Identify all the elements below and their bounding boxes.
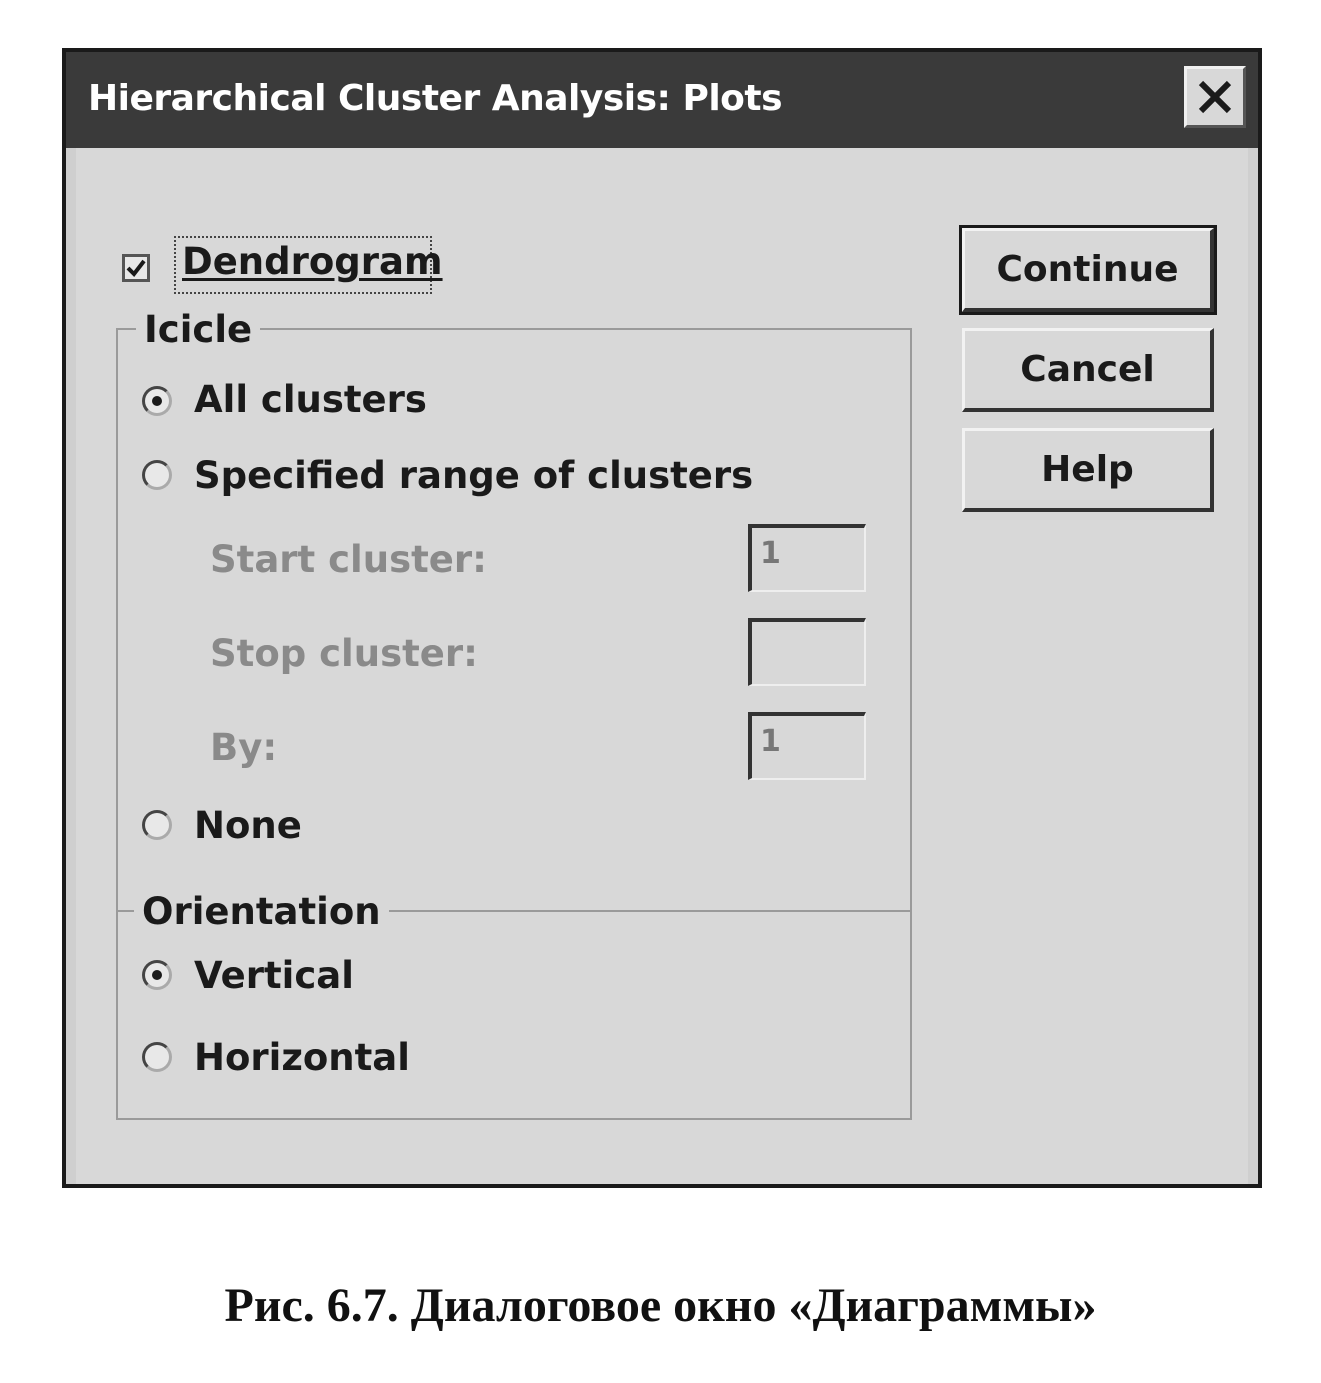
dendrogram-checkbox[interactable] bbox=[122, 254, 150, 282]
all-clusters-label[interactable]: All clusters bbox=[194, 378, 427, 421]
start-cluster-input[interactable]: 1 bbox=[748, 524, 866, 592]
cancel-button[interactable]: Cancel bbox=[962, 328, 1214, 412]
radio-none[interactable] bbox=[142, 810, 172, 840]
checkmark-icon bbox=[125, 257, 147, 279]
dialog-content bbox=[66, 148, 1258, 1184]
orientation-title: Orientation bbox=[134, 890, 389, 933]
start-cluster-label: Start cluster: bbox=[210, 538, 487, 581]
none-label[interactable]: None bbox=[194, 804, 302, 847]
by-label: By: bbox=[210, 726, 278, 769]
icicle-group-title: Icicle bbox=[136, 308, 260, 351]
plots-dialog bbox=[62, 48, 1262, 1188]
title-bar bbox=[66, 52, 1258, 148]
radio-horizontal[interactable] bbox=[142, 1042, 172, 1072]
radio-all-clusters[interactable] bbox=[142, 386, 172, 416]
by-input[interactable]: 1 bbox=[748, 712, 866, 780]
vertical-label[interactable]: Vertical bbox=[194, 954, 354, 997]
horizontal-label[interactable]: Horizontal bbox=[194, 1036, 410, 1079]
continue-button[interactable]: Continue bbox=[962, 228, 1214, 312]
help-button[interactable]: Help bbox=[962, 428, 1214, 512]
radio-specified-range[interactable] bbox=[142, 460, 172, 490]
specified-range-label[interactable]: Specified range of clusters bbox=[194, 454, 754, 497]
stop-cluster-label: Stop cluster: bbox=[210, 632, 478, 675]
stop-cluster-input[interactable] bbox=[748, 618, 866, 686]
dendrogram-label[interactable]: Dendrogram bbox=[182, 240, 443, 283]
radio-vertical[interactable] bbox=[142, 960, 172, 990]
close-icon bbox=[1195, 77, 1235, 117]
close-button[interactable] bbox=[1184, 66, 1246, 128]
figure-caption: Рис. 6.7. Диалоговое окно «Диаграммы» bbox=[224, 1279, 1097, 1332]
dialog-title: Hierarchical Cluster Analysis: Plots bbox=[88, 78, 783, 119]
